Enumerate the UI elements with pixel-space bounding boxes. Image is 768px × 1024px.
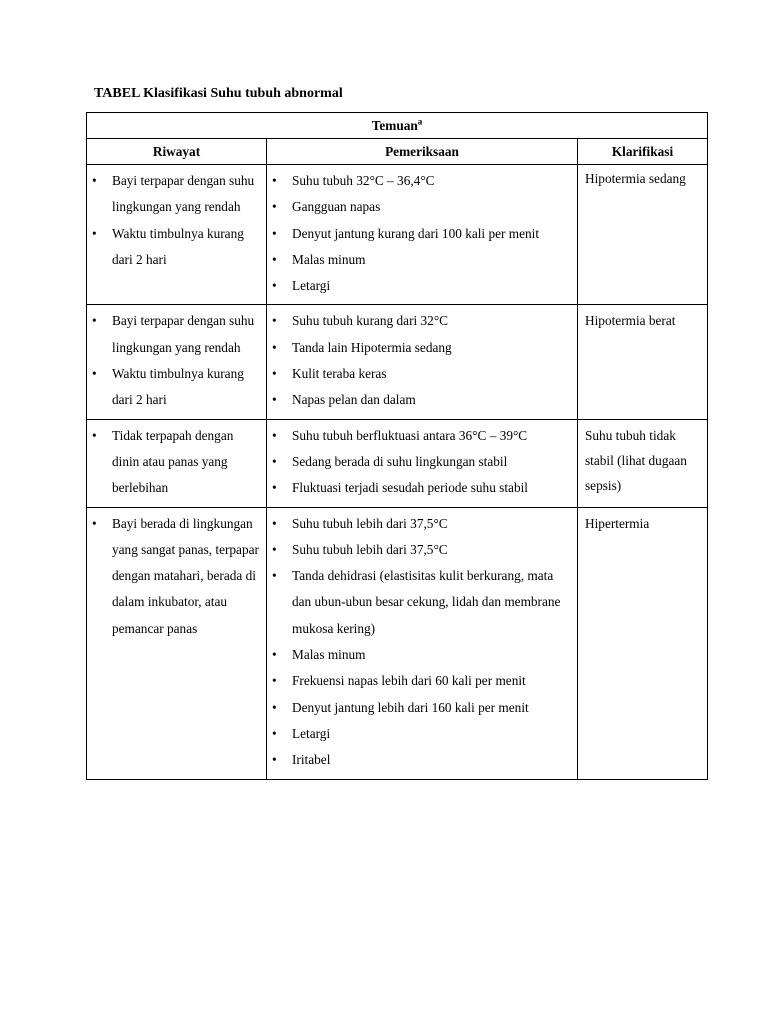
list-item: • Bayi terpapar dengan suhu lingkungan yang rendah [91,168,262,221]
klarifikasi-text: Hipotermia sedang [585,171,686,186]
riwayat-cell [87,305,267,419]
list-item: • Sedang berada di suhu lingkungan stabil [271,449,573,475]
list-item: • Bayi terpapar dengan suhu lingkungan yang rendah [91,308,262,361]
list-item: • Fluktuasi terjadi sesudah periode suhu stabil [271,475,573,501]
list-item: • Tidak terpapah dengan dinin atau panas yang berlebihan [91,423,262,502]
riwayat-cell [87,165,267,305]
column-header-klarifikasi: Klarifikasi [578,139,708,165]
klarifikasi-cell [578,305,708,419]
group-header-label: Temuan [371,118,418,133]
column-header-pemeriksaan: Pemeriksaan [267,139,578,165]
pemeriksaan-cell [267,165,578,305]
klarifikasi-cell [578,419,708,507]
list-item: • Malas minum [271,642,573,668]
column-header-riwayat: Riwayat [87,139,267,165]
list-item: • Suhu tubuh lebih dari 37,5°C [271,511,573,537]
list-item: • Letargi [271,273,573,299]
riwayat-list [87,420,266,507]
klarifikasi-cell [578,165,708,305]
klarifikasi-text: Hipertermia [585,515,650,531]
classification-table [86,112,708,780]
list-item: • Letargi [271,721,573,747]
pemeriksaan-list [267,165,577,304]
list-item: • Napas pelan dan dalam [271,387,573,413]
pemeriksaan-list [267,508,577,779]
list-item: • Suhu tubuh kurang dari 32°C [271,308,573,334]
list-item: • Bayi berada di lingkungan yang sangat panas, terpapar dengan matahari, berada di dalam inkubator, atau pemancar panas [91,511,262,642]
klarifikasi-text: Hipotermia berat [585,313,676,329]
table-row [87,419,708,507]
riwayat-list [87,508,266,647]
klarifikasi-text: Suhu tubuh tidak stabil (lihat dugaan sepsis) [585,427,687,493]
list-item: • Iritabel [271,747,573,773]
table-title: TABEL Klasifikasi Suhu tubuh abnormal [94,86,343,101]
column-header-row [87,139,708,165]
list-item: • Tanda lain Hipotermia sedang [271,335,573,361]
list-item: • Waktu timbulnya kurang dari 2 hari [91,221,262,274]
list-item: • Tanda dehidrasi (elastisitas kulit berkurang, mata dan ubun-ubun besar cekung, lidah dan membrane mukosa kering) [271,563,573,642]
table-row [87,165,708,305]
list-item: • Waktu timbulnya kurang dari 2 hari [91,361,262,414]
list-item: • Kulit teraba keras [271,361,573,387]
list-item: • Gangguan napas [271,194,573,220]
pemeriksaan-list [267,420,577,507]
riwayat-list [87,165,266,278]
pemeriksaan-cell [267,305,578,419]
group-header-superscript: a [417,116,423,127]
riwayat-cell [87,419,267,507]
group-header-row [87,113,708,139]
list-item: • Denyut jantung lebih dari 160 kali per menit [271,695,573,721]
list-item: • Suhu tubuh berfluktuasi antara 36°C – 39°C [271,423,573,449]
list-item: • Denyut jantung kurang dari 100 kali per menit [271,221,573,247]
list-item: • Malas minum [271,247,573,273]
riwayat-cell [87,507,267,779]
pemeriksaan-cell [267,507,578,779]
table-row [87,305,708,419]
pemeriksaan-cell [267,419,578,507]
riwayat-list [87,305,266,418]
klarifikasi-cell [578,507,708,779]
list-item: • Frekuensi napas lebih dari 60 kali per menit [271,668,573,694]
pemeriksaan-list [267,305,577,418]
table-row [87,507,708,779]
group-header-temuan [87,113,708,139]
list-item: • Suhu tubuh 32°C – 36,4°C [271,168,573,194]
list-item: • Suhu tubuh lebih dari 37,5°C [271,537,573,563]
